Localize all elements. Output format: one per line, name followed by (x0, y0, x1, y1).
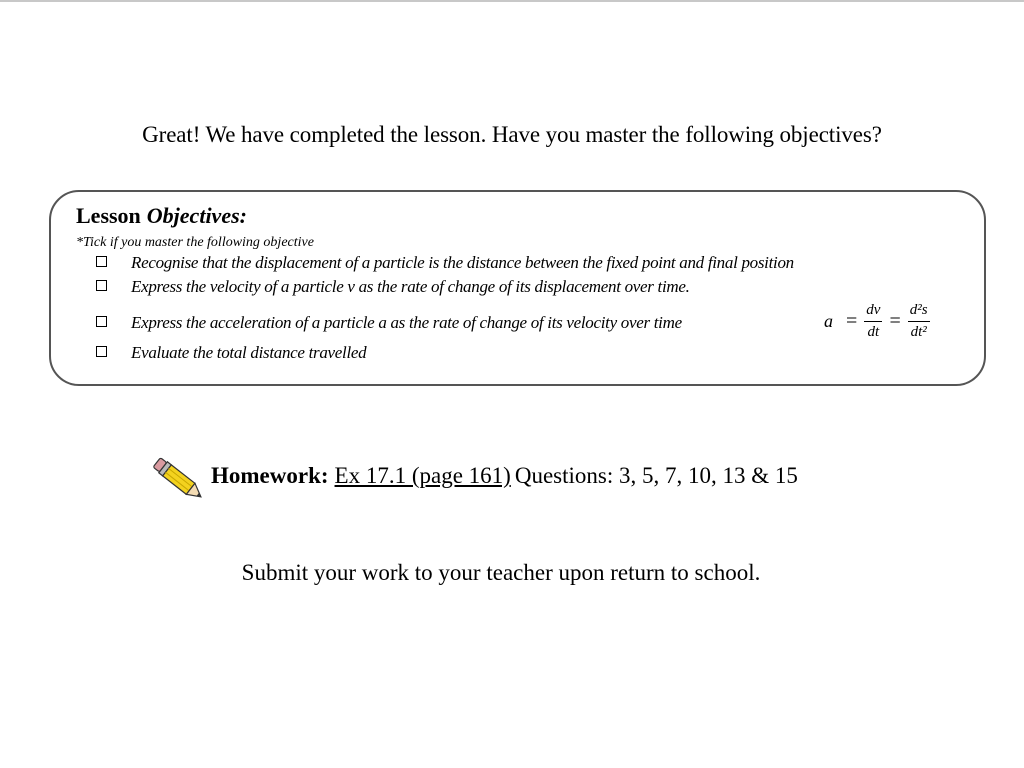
objective-item-acceleration (96, 313, 682, 333)
intro-text: Great! We have completed the lesson. Have you master the following objectives? (142, 122, 882, 147)
objective-text: Express the velocity of a particle v as the rate of change of its displacement over time. (131, 277, 690, 296)
homework-line (211, 463, 798, 489)
fraction-numerator: dv (864, 303, 882, 322)
submit-instruction: Submit your work to your teacher upon return to school. (241, 560, 761, 585)
formula-symbol: a (824, 310, 833, 331)
homework-exercise-link[interactable]: Ex 17.1 (page 161) (334, 463, 511, 488)
pencil-icon (146, 450, 212, 512)
fraction-denominator: dt (867, 323, 880, 340)
top-divider (0, 0, 1024, 2)
objective-item-velocity (96, 277, 690, 297)
fraction-d2s-dt2 (908, 303, 930, 340)
homework-label: Homework: (211, 463, 329, 488)
objective-checkbox[interactable] (96, 280, 107, 291)
formula-equals: = (889, 309, 901, 332)
objective-text: Recognise that the displacement of a particle is the distance between the fixed point and final position (131, 253, 794, 272)
fraction-dv-dt (864, 303, 882, 340)
lesson-objectives-box (49, 190, 986, 386)
objective-text: Express the acceleration of a particle a as the rate of change of its velocity over time (131, 313, 682, 332)
formula-equals: = (846, 309, 858, 332)
acceleration-formula (824, 296, 930, 346)
objective-text: Evaluate the total distance travelled (131, 343, 367, 362)
fraction-denominator: dt² (910, 323, 927, 340)
objective-item-displacement (96, 253, 794, 273)
heading-lesson: Lesson (76, 203, 141, 228)
objective-item-distance (96, 343, 366, 363)
fraction-numerator: d²s (908, 303, 930, 322)
objective-checkbox[interactable] (96, 256, 107, 267)
objectives-note: *Tick if you master the following objective (76, 235, 314, 250)
heading-objectives: Objectives: (146, 203, 247, 228)
objectives-heading (76, 203, 247, 229)
objective-checkbox[interactable] (96, 346, 107, 357)
homework-questions: Questions: 3, 5, 7, 10, 13 & 15 (514, 463, 798, 488)
objective-checkbox[interactable] (96, 316, 107, 327)
